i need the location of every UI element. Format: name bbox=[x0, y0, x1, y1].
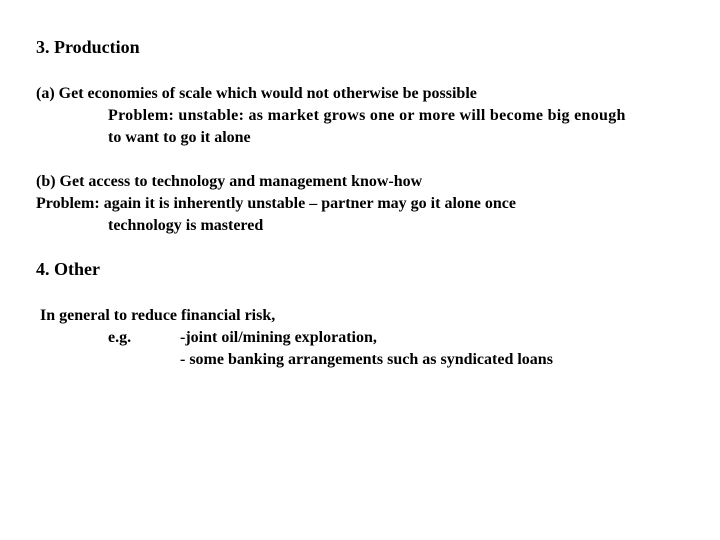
item-a-problem-line-1: Problem: unstable: as market grows one or more will become big enough bbox=[108, 107, 626, 124]
item-b-problem-line-1: Problem: again it is inherently unstable – partner may go it alone once bbox=[36, 195, 516, 212]
item-a-problem-line-2: to want to go it alone bbox=[108, 129, 251, 146]
example-item: - some banking arrangements such as syndicated loans bbox=[180, 351, 553, 368]
eg-label: e.g. bbox=[108, 329, 132, 346]
other-intro-text: In general to reduce financial risk, bbox=[40, 307, 276, 324]
item-b-text: (b) Get access to technology and management know-how bbox=[36, 173, 423, 190]
section-heading-other: 4. Other bbox=[36, 259, 100, 279]
section-heading-production: 3. Production bbox=[36, 37, 140, 57]
example-item: -joint oil/mining exploration, bbox=[180, 329, 377, 346]
item-a-text: (a) Get economies of scale which would not otherwise be possible bbox=[36, 85, 477, 102]
item-b-problem-line-2: technology is mastered bbox=[108, 217, 264, 234]
